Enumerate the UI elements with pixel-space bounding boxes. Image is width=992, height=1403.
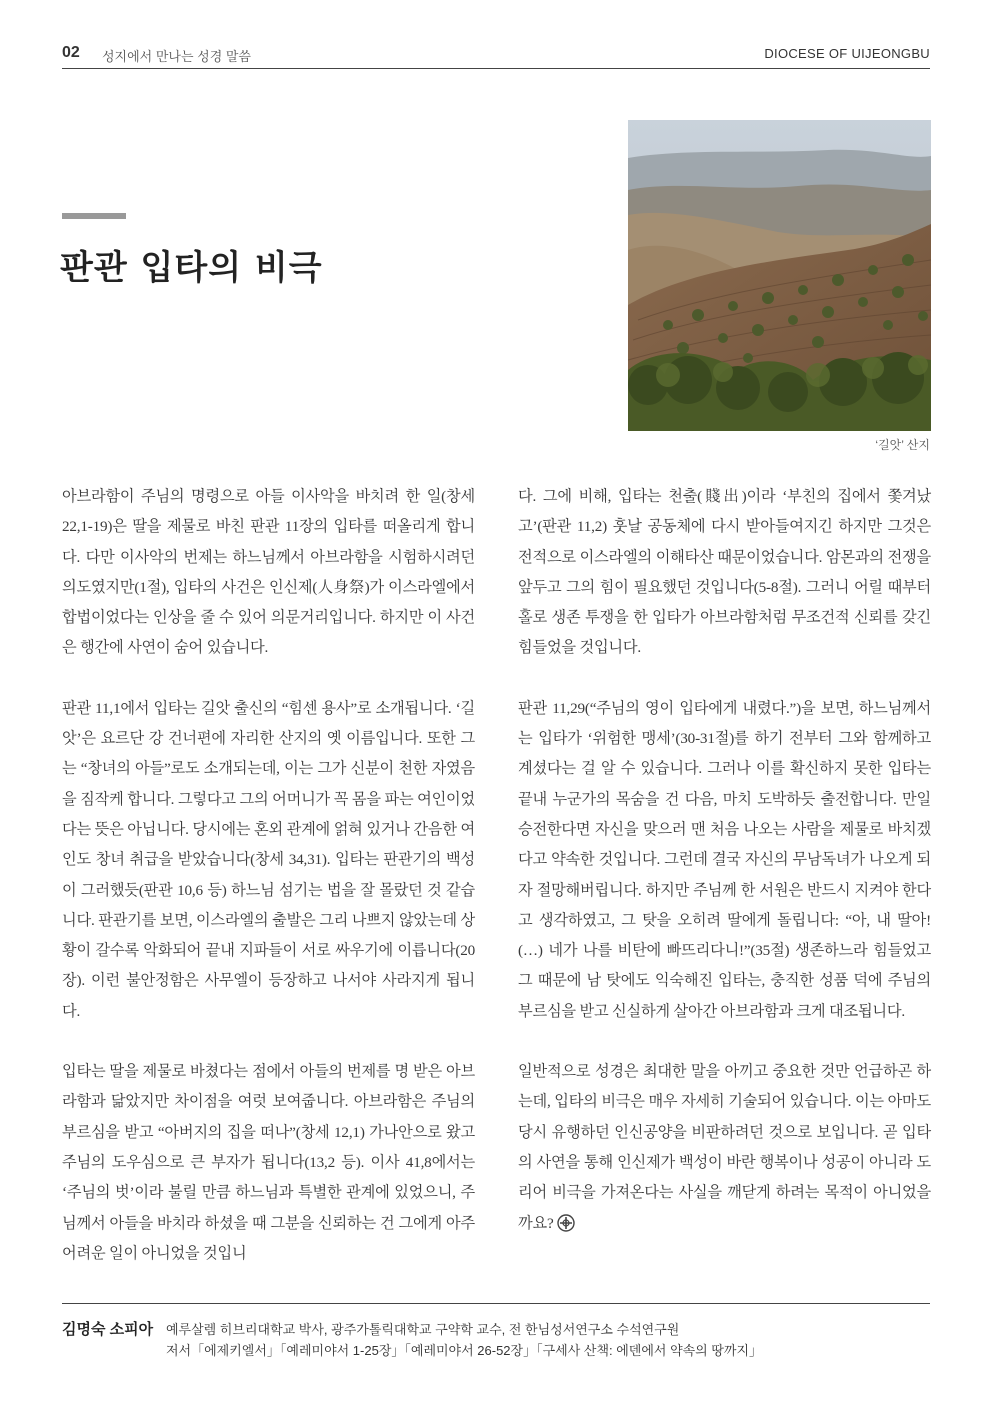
article-left-column — [62, 482, 475, 1299]
paragraph: 판관 11,29(“주님의 영이 입타에게 내렸다.”)을 보면, 하느님께서는 입타가 ‘위험한 맹세’(30-31절)를 하기 전부터 그와 함께하고 계셨다는 걸 알 수 있습니다. 그러나 이를 확신하지 못한 입타는 끝내 누군가의 목숨을 건 다음, 마치 도박하듯 출전합니다. 만일 승전한다면 자신을 맞으러 맨 처음 나오는 사람을 제물로 바치겠다고 약속한 것입니다. 그런데 결국 자신의 무남독녀가 나오게 되자 절망해버립니다. 하지만 주님께 한 서원은 반드시 지켜야 한다고 생각하였고, 그 탓을 오히려 딸에게 돌립니다: “아, 내 딸아! (…) 네가 나를 비탄에 빠뜨리다니!”(35절) 생존하느라 힘들었고 그 때문에 남 탓에도 익숙해진 입타는, 충직한 성품 덕에 주님의 부르심을 받고 신실하게 살아간 아브라함과 크게 대조됩니다. — [518, 699, 931, 1020]
author-name: 김명숙 소피아 — [62, 1321, 154, 1338]
section-title: 성지에서 만나는 성경 말씀 — [102, 49, 251, 64]
paragraph: 아브라함이 주님의 명령으로 아들 이사악을 바치려 한 일(창세 22,1-19)은 딸을 제물로 바친 판관 11장의 입타를 떠올리게 합니다. 다만 이사악의 번제는 하느님께서 아브라함을 시험하시려던 의도였지만(1절), 입타의 사건은 인신제(人身祭)가 이스라엘에서 합법이었다는 인상을 줄 수 있어 의문거리입니다. 하지만 이 사건은 행간에 사연이 숨어 있습니다. — [62, 488, 475, 657]
article-right-column — [518, 482, 931, 1273]
page-number: 02 — [62, 44, 80, 61]
title-accent-bar — [62, 213, 126, 219]
paragraph: 다. 그에 비해, 입타는 천출(賤出)이라 ‘부친의 집에서 쫓겨났고’(판관 11,2) 훗날 공동체에 다시 받아들여지긴 하지만 그것은 전적으로 이스라엘의 이해타산 때문이었습니다. 암몬과의 전쟁을 앞두고 그의 힘이 필요했던 것입니다(5-8절). 그러니 어릴 때부터 홀로 생존 투쟁을 한 입타가 아브라함처럼 무조건적 신뢰를 갖긴 힘들었을 것입니다. — [518, 488, 931, 657]
last-paragraph — [518, 1057, 931, 1243]
publication-name: DIOCESE OF UIJEONGBU — [764, 46, 930, 61]
page-header — [62, 44, 930, 69]
article-title: 판관 입타의 비극 — [60, 248, 323, 288]
paragraph: 입타는 딸을 제물로 바쳤다는 점에서 아들의 번제를 명 받은 아브라함과 닮았지만 차이점을 여럿 보여줍니다. 아브라함은 주님의 부르심을 받고 “아버지의 집을 떠나”(창세 12,1) 가나안으로 왔고 주님의 도우심으로 큰 부자가 됩니다(13,2 등). 이사 41,8에서는 ‘주님의 벗’이라 불릴 만큼 하느님과 특별한 관계에 있었으니, 주님께서 아들을 바치라 하셨을 때 그분을 신뢰하는 건 그에게 아주 어려운 일이 아니었을 것입니 — [62, 1063, 475, 1262]
gilead-landscape-photo — [628, 120, 931, 431]
photo-caption: ‘길앗’ 산지 — [875, 438, 930, 452]
author-books: 저서「에제키엘서」「예레미야서 1-25장」「예레미야서 26-52장」「구세사 산책: 에덴에서 약속의 땅까지」 — [166, 1343, 763, 1358]
author-footer — [62, 1303, 930, 1358]
paragraph-text: 일반적으로 성경은 최대한 말을 아끼고 중요한 것만 언급하곤 하는데, 입타의 비극은 매우 자세히 기술되어 있습니다. 이는 아마도 당시 유행하던 인신공양을 비판하려던 것으로 보입니다. 곧 입타의 사연을 통해 인신제가 백성이 바란 행복이나 성공이 아니라 도리어 비극을 가져온다는 사실을 깨닫게 하려는 목적이 아니었을까요? — [518, 1063, 931, 1232]
paragraph: 판관 11,1에서 입타는 길앗 출신의 “힘센 용사”로 소개됩니다. ‘길앗’은 요르단 강 건너편에 자리한 산지의 옛 이름입니다. 또한 그는 “창녀의 아들”로도 소개되는데, 이는 그가 신분이 천한 자였음을 짐작케 합니다. 그렇다고 그의 어머니가 꼭 몸을 파는 여인이었다는 뜻은 아닙니다. 당시에는 혼외 관계에 얽혀 있거나 간음한 여인도 창녀 취급을 받았습니다(창세 34,31). 입타는 판관기의 백성이 그러했듯(판관 10,6 등) 하느님 섬기는 법을 잘 몰랐던 것 같습니다. 판관기를 보면, 이스라엘의 출발은 그리 나쁘지 않았는데 상황이 갈수록 악화되어 끝내 지파들이 서로 싸우기에 이릅니다(20장). 이런 불안정함은 사무엘이 등장하고 나서야 사라지게 됩니다. — [62, 699, 475, 1020]
author-bio: 예루살렘 히브리대학교 박사, 광주가톨릭대학교 구약학 교수, 전 한님성서연구소 수석연구원 — [166, 1322, 680, 1337]
diocese-emblem-icon — [557, 1213, 575, 1243]
